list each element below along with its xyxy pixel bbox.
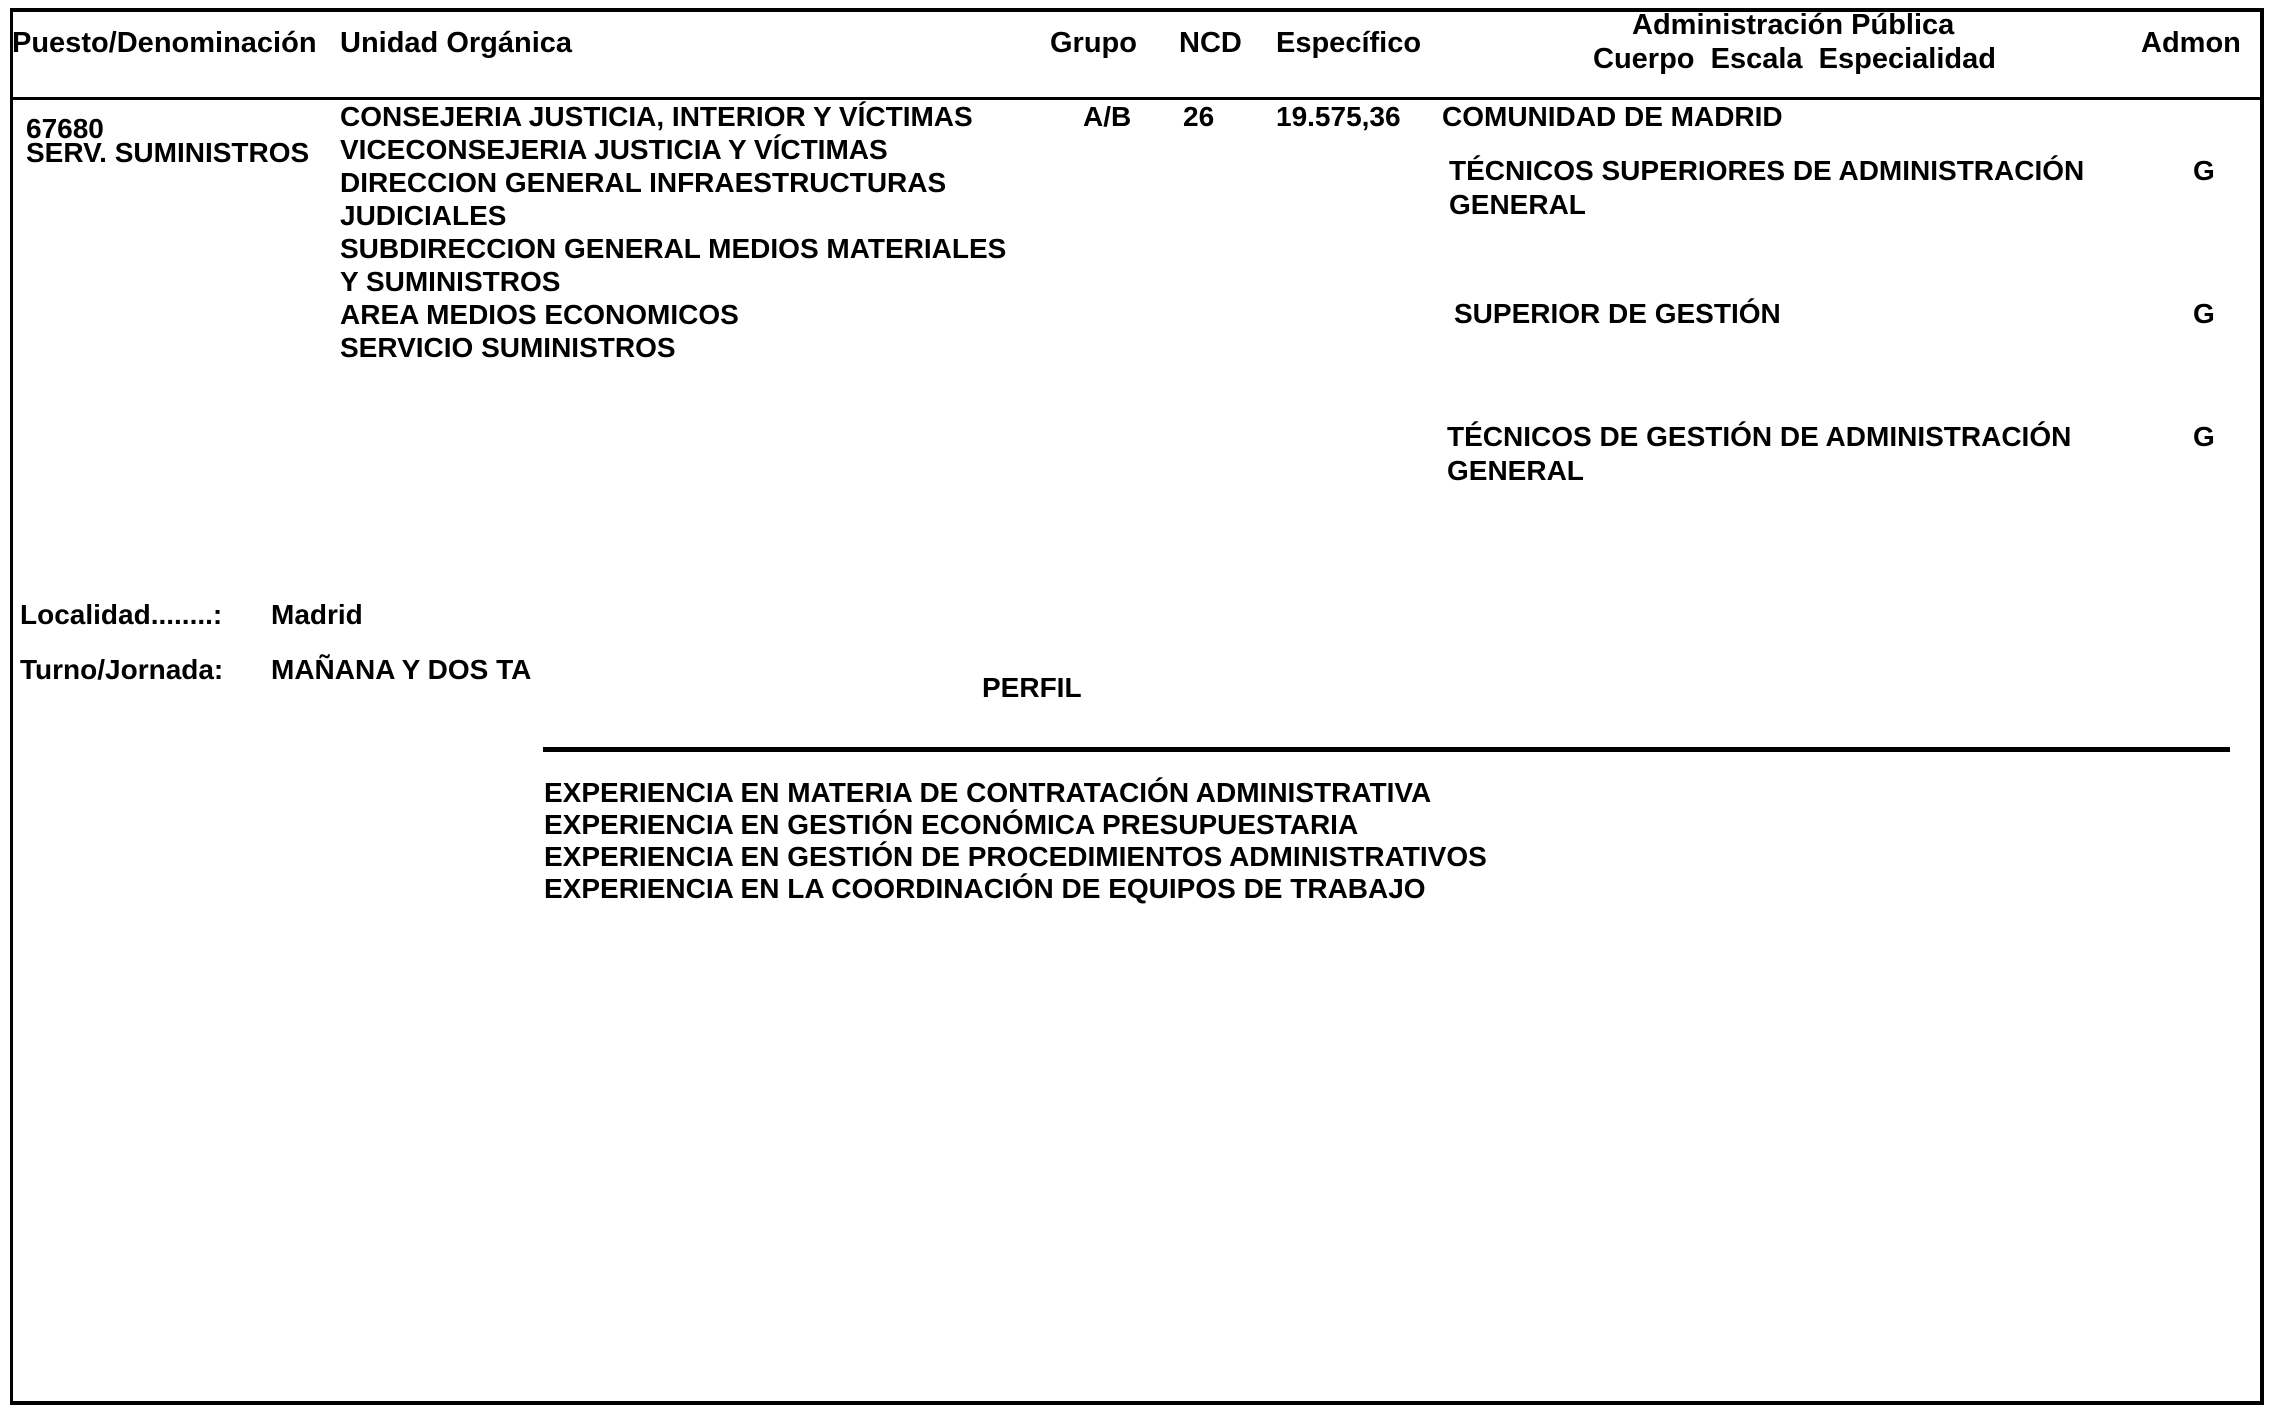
unidad-line: DIRECCION GENERAL INFRAESTRUCTURAS bbox=[340, 167, 947, 198]
header-cuerpo-escala: Cuerpo Escala Especialidad bbox=[1593, 43, 1996, 75]
ncd-value: 26 bbox=[1183, 101, 1215, 132]
perfil-item: EXPERIENCIA EN MATERIA DE CONTRATACIÓN ADMINISTRATIVA bbox=[544, 777, 1432, 808]
header-ncd: NCD bbox=[1179, 27, 1242, 59]
header-admon: Admon bbox=[2141, 27, 2241, 59]
localidad-value: Madrid bbox=[271, 599, 363, 630]
header-admin-publica: Administración Pública bbox=[1632, 9, 1955, 41]
cuerpo-line: TÉCNICOS SUPERIORES DE ADMINISTRACIÓN bbox=[1449, 155, 2085, 186]
turno-label: Turno/Jornada: bbox=[20, 654, 224, 685]
unidad-line: CONSEJERIA JUSTICIA, INTERIOR Y VÍCTIMAS bbox=[340, 101, 973, 132]
perfil-item: EXPERIENCIA EN LA COORDINACIÓN DE EQUIPOS DE TRABAJO bbox=[544, 873, 1426, 904]
cuerpo-admon: G bbox=[2193, 155, 2215, 186]
unidad-line: JUDICIALES bbox=[340, 200, 507, 231]
cuerpo-line: SUPERIOR DE GESTIÓN bbox=[1454, 298, 1781, 329]
perfil-item: EXPERIENCIA EN GESTIÓN ECONÓMICA PRESUPUESTARIA bbox=[544, 809, 1359, 840]
unidad-line: SUBDIRECCION GENERAL MEDIOS MATERIALES bbox=[340, 233, 1007, 264]
localidad-label: Localidad........: bbox=[20, 599, 223, 630]
perfil-title: PERFIL bbox=[982, 672, 1082, 703]
header-grupo: Grupo bbox=[1050, 27, 1137, 59]
cuerpo-line: GENERAL bbox=[1449, 189, 1586, 220]
unidad-line: VICECONSEJERIA JUSTICIA Y VÍCTIMAS bbox=[340, 134, 888, 165]
puesto-codigo: 67680 bbox=[26, 113, 104, 144]
especifico-value: 19.575,36 bbox=[1276, 101, 1401, 132]
cuerpo-line: GENERAL bbox=[1447, 455, 1584, 486]
cuerpo-admon: G bbox=[2193, 421, 2215, 452]
perfil-divider bbox=[543, 747, 2230, 752]
cuerpo-admon: G bbox=[2193, 298, 2215, 329]
grupo-value: A/B bbox=[1083, 101, 1132, 132]
header-unidad: Unidad Orgánica bbox=[340, 27, 573, 59]
unidad-line: AREA MEDIOS ECONOMICOS bbox=[340, 299, 739, 330]
unidad-line: Y SUMINISTROS bbox=[340, 266, 561, 297]
puesto-denominacion: SERV. SUMINISTROS bbox=[26, 137, 310, 168]
unidad-line: SERVICIO SUMINISTROS bbox=[340, 332, 676, 363]
turno-value: MAÑANA Y DOS TA bbox=[271, 654, 532, 685]
perfil-item: EXPERIENCIA EN GESTIÓN DE PROCEDIMIENTOS ADMINISTRATIVOS bbox=[544, 841, 1487, 872]
administracion-value: COMUNIDAD DE MADRID bbox=[1442, 101, 1783, 132]
cuerpo-line: TÉCNICOS DE GESTIÓN DE ADMINISTRACIÓN bbox=[1447, 421, 2072, 452]
header-puesto: Puesto/Denominación bbox=[12, 27, 317, 59]
header-especifico: Específico bbox=[1276, 27, 1422, 59]
